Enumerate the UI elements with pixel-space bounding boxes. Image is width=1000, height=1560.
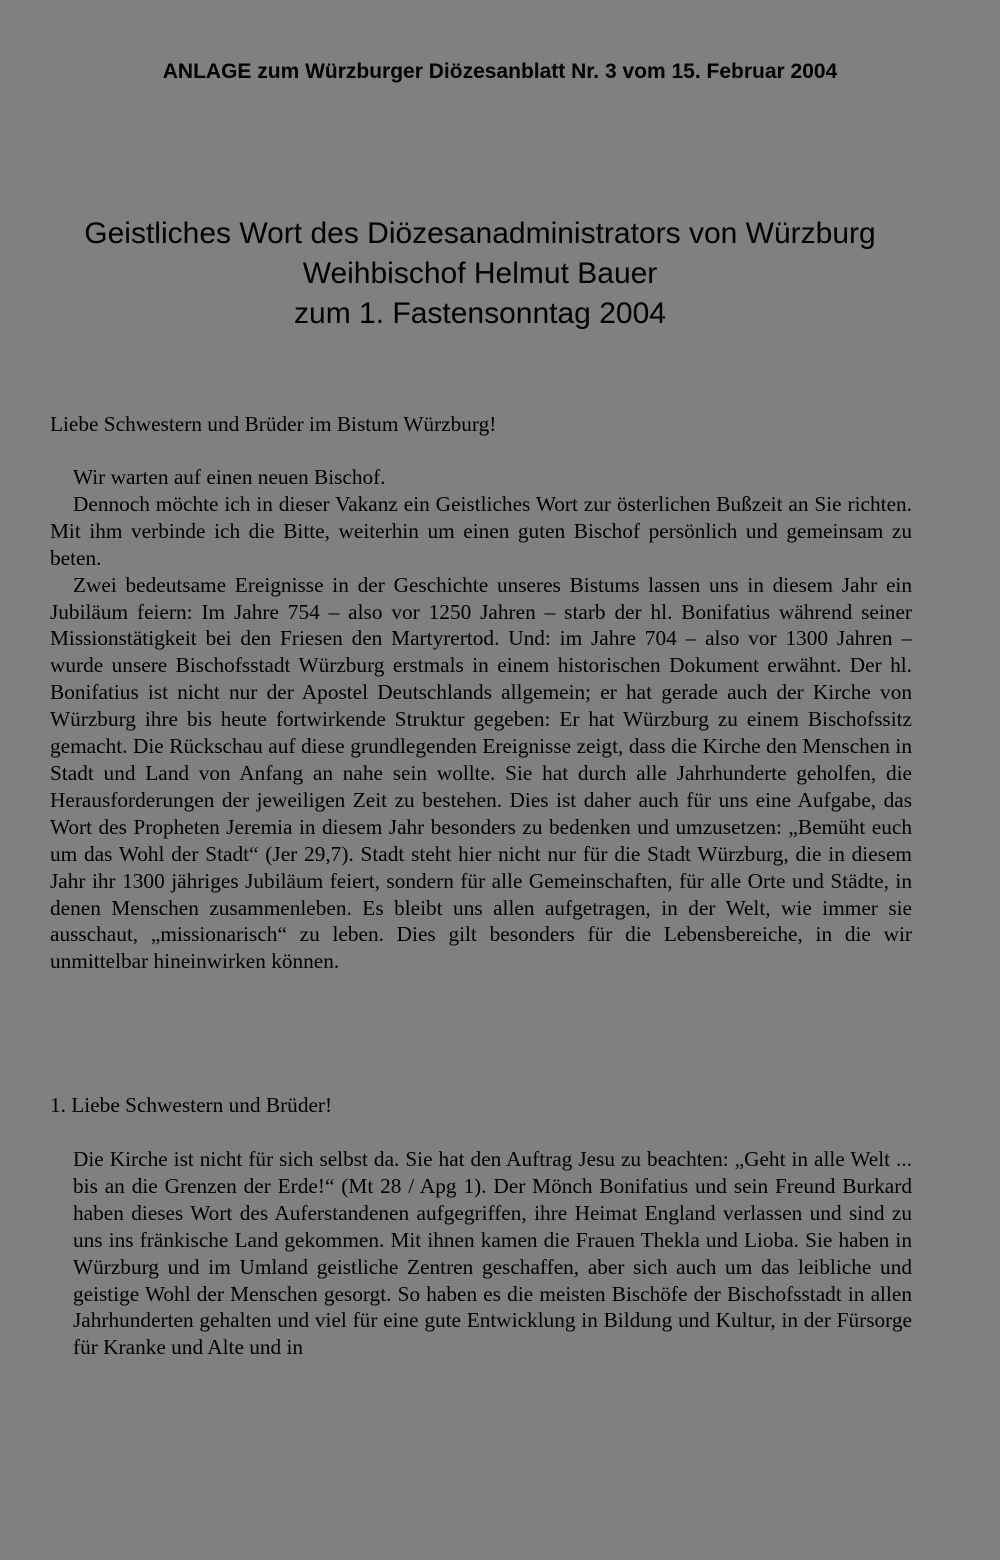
document-title — [0, 214, 960, 334]
title-line-1: Geistliches Wort des Diözesanadministrators von Würzburg — [84, 217, 876, 250]
intro-paragraph-1: Wir warten auf einen neuen Bischof. — [73, 465, 386, 489]
bulletin-header: ANLAGE zum Würzburger Diözesanblatt Nr. 3 vom 15. Februar 2004 — [162, 60, 838, 83]
intro-paragraph-2: Dennoch möchte ich in dieser Vakanz ein Geistliches Wort zur österlichen Bußzeit an Sie richten. Mit ihm verbinde ich die Bitte, weiterhin um einen guten Bischof persönlich und gemeinsam zu beten. — [50, 491, 912, 570]
section-1-paragraph-1: Die Kirche ist nicht für sich selbst da. Sie hat den Auftrag Jesu zu beachten: „Geht in alle Welt ... bis an die Grenzen der Erde!“ (Mt 28 / Apg 1). Der Mönch Bonifatius und sein Freund Burkard haben dieses Wort des Auferstandenen aufgegriffen, ihre Heimat England verlassen und sind zu uns ins fränkische Land gekommen. Mit ihnen kamen die Frauen Thekla und Lioba. Sie haben in Würzburg und im Umland geistliche Zentren geschaffen, aber sich auch um das leibliche und geistige Wohl der Menschen gesorgt. So haben es die meisten Bischöfe der Bischofsstadt in allen Jahrhunderten gehalten und viel für eine gute Entwicklung in Bildung und Kultur, in der Fürsorge für Kranke und Alte und in — [73, 1147, 912, 1360]
title-line-2: Weihbischof Helmut Bauer — [302, 257, 658, 290]
salutation: Liebe Schwestern und Brüder im Bistum Würzburg! — [50, 412, 497, 436]
intro-section — [50, 464, 912, 975]
intro-paragraph-3: Zwei bedeutsame Ereignisse in der Geschichte unseres Bistums lassen uns in diesem Jahr ein Jubiläum feiern: Im Jahre 754 – also vor 1250 Jahren – starb der hl. Bonifatius während seiner Missionstätigkeit bei den Friesen den Martyrertod. Und: im Jahre 704 – also vor 1300 Jahren – wurde unsere Bischofsstadt Würzburg erstmals in einem historischen Dokument erwähnt. Der hl. Bonifatius ist nicht nur der Apostel Deutschlands allgemein; er hat gerade auch der Kirche von Würzburg ihre bis heute fortwirkende Struktur gegeben: Er hat Würzburg zu einem Bischofssitz gemacht. Die Rückschau auf diese grundlegenden Ereignisse zeigt, dass die Kirche den Menschen in Stadt und Land von Anfang an nahe sein wollte. Sie hat durch alle Jahrhunderte geholfen, die Herausforderungen der jeweiligen Zeit zu bestehen. Dies ist daher auch für uns eine Aufgabe, das Wort des Propheten Jeremia in diesem Jahr besonders zu bedenken und umzusetzen: „Bemüht euch um das Wohl der Stadt“ (Jer 29,7). Stadt steht hier nicht nur für die Stadt Würzburg, die in diesem Jahr ihr 1300 jähriges Jubiläum feiert, sondern für alle Gemeinschaften, für alle Orte und Städte, in denen Menschen zusammenleben. Es bleibt uns allen aufgetragen, in der Welt, wie immer sie ausschaut, „missionarisch“ zu leben. Dies gilt besonders für die Lebensbereiche, in die wir unmittelbar hineinwirken können. — [50, 572, 912, 974]
title-line-3: zum 1. Fastensonntag 2004 — [294, 297, 666, 330]
section-1-body — [73, 1146, 912, 1361]
section-1-heading: 1. Liebe Schwestern und Brüder! — [50, 1093, 333, 1117]
